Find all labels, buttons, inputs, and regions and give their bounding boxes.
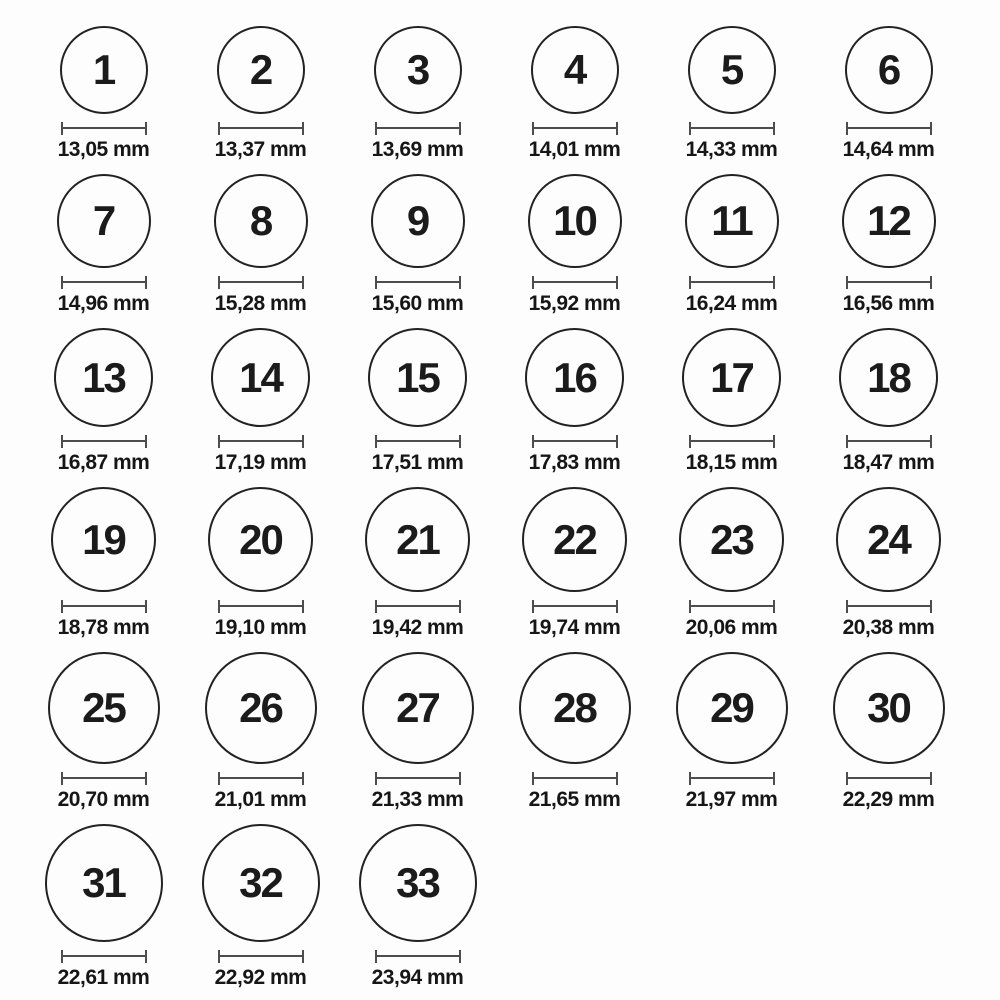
diameter-measure-line <box>218 122 304 135</box>
diameter-measure-line <box>218 950 304 963</box>
size-circle <box>214 174 308 268</box>
size-number: 30 <box>867 684 910 731</box>
diameter-label: 18,47 mm <box>842 451 935 474</box>
size-number: 19 <box>82 515 125 563</box>
diameter-label: 20,38 mm <box>842 616 935 639</box>
size-circle <box>368 328 467 427</box>
size-number: 32 <box>239 859 282 906</box>
diameter-label: 18,15 mm <box>685 451 778 474</box>
diameter-measure-line <box>846 600 932 613</box>
diameter-label: 20,70 mm <box>57 788 150 811</box>
size-cell <box>653 487 810 640</box>
size-number: 9 <box>406 197 429 244</box>
chart-row <box>25 328 1000 475</box>
diameter-label: 17,19 mm <box>214 451 307 474</box>
size-circle <box>217 26 305 114</box>
size-number: 1 <box>92 46 115 93</box>
size-circle <box>60 26 148 114</box>
diameter-label: 23,94 mm <box>371 966 464 989</box>
size-cell <box>182 328 339 475</box>
size-number: 12 <box>867 197 910 244</box>
size-circle <box>688 26 776 114</box>
diameter-measure-line <box>61 435 147 448</box>
diameter-label: 22,29 mm <box>842 788 935 811</box>
size-number: 26 <box>239 684 282 731</box>
diameter-label: 17,83 mm <box>528 451 621 474</box>
size-number: 14 <box>239 353 282 401</box>
size-number: 31 <box>82 859 125 906</box>
size-number: 24 <box>867 515 910 563</box>
size-number: 7 <box>92 197 115 244</box>
diameter-label: 13,05 mm <box>57 138 150 161</box>
size-cell <box>25 328 182 475</box>
size-circle <box>48 652 160 764</box>
diameter-measure-line <box>532 435 618 448</box>
diameter-label: 17,51 mm <box>371 451 464 474</box>
diameter-measure-line <box>689 122 775 135</box>
size-cell <box>339 174 496 316</box>
diameter-measure-line <box>375 950 461 963</box>
size-cell <box>810 328 967 475</box>
diameter-label: 19,74 mm <box>528 616 621 639</box>
size-number: 6 <box>877 46 900 93</box>
chart-row <box>25 487 1000 640</box>
size-number: 28 <box>553 684 596 731</box>
size-circle <box>57 174 151 268</box>
size-cell <box>25 26 182 162</box>
diameter-measure-line <box>61 122 147 135</box>
size-number: 27 <box>396 684 439 731</box>
size-number: 18 <box>867 353 910 401</box>
diameter-label: 16,56 mm <box>842 292 935 315</box>
diameter-measure-line <box>532 600 618 613</box>
diameter-measure-line <box>61 276 147 289</box>
diameter-label: 21,01 mm <box>214 788 307 811</box>
size-cell <box>182 824 339 990</box>
diameter-label: 18,78 mm <box>57 616 150 639</box>
diameter-measure-line <box>689 435 775 448</box>
size-circle <box>359 824 477 942</box>
size-circle <box>845 26 933 114</box>
diameter-measure-line <box>218 276 304 289</box>
size-circle <box>362 652 474 764</box>
size-circle <box>371 174 465 268</box>
size-number: 33 <box>396 859 439 906</box>
size-cell <box>496 174 653 316</box>
size-circle <box>682 328 781 427</box>
size-number: 2 <box>249 46 272 93</box>
diameter-measure-line <box>689 600 775 613</box>
size-circle <box>676 652 788 764</box>
size-number: 16 <box>553 353 596 401</box>
size-cell <box>182 174 339 316</box>
diameter-label: 16,24 mm <box>685 292 778 315</box>
size-number: 23 <box>710 515 753 563</box>
size-cell <box>653 26 810 162</box>
size-number: 20 <box>239 515 282 563</box>
size-circle <box>45 824 163 942</box>
diameter-label: 21,97 mm <box>685 788 778 811</box>
diameter-measure-line <box>375 435 461 448</box>
size-cell <box>339 487 496 640</box>
diameter-measure-line <box>689 276 775 289</box>
size-cell <box>496 26 653 162</box>
size-number: 25 <box>82 684 125 731</box>
diameter-label: 14,33 mm <box>685 138 778 161</box>
diameter-label: 16,87 mm <box>57 451 150 474</box>
size-cell <box>25 652 182 812</box>
size-cell <box>182 26 339 162</box>
chart-row <box>25 824 1000 990</box>
diameter-measure-line <box>532 772 618 785</box>
size-cell <box>339 824 496 990</box>
size-cell <box>25 174 182 316</box>
size-circle <box>202 824 320 942</box>
size-circle <box>531 26 619 114</box>
size-circle <box>374 26 462 114</box>
size-cell <box>25 487 182 640</box>
diameter-measure-line <box>689 772 775 785</box>
diameter-label: 19,10 mm <box>214 616 307 639</box>
diameter-label: 15,28 mm <box>214 292 307 315</box>
size-circle <box>833 652 945 764</box>
size-number: 29 <box>710 684 753 731</box>
size-number: 3 <box>406 46 429 93</box>
diameter-measure-line <box>846 435 932 448</box>
size-number: 21 <box>396 515 439 563</box>
chart-row <box>25 174 1000 316</box>
size-circle <box>842 174 936 268</box>
size-number: 13 <box>82 353 125 401</box>
size-circle <box>685 174 779 268</box>
size-number: 11 <box>711 197 752 244</box>
size-number: 4 <box>563 46 586 93</box>
chart-row <box>25 652 1000 812</box>
size-circle <box>522 487 627 592</box>
size-number: 10 <box>553 197 596 244</box>
diameter-measure-line <box>61 772 147 785</box>
size-number: 22 <box>553 515 596 563</box>
diameter-measure-line <box>375 276 461 289</box>
size-cell <box>339 26 496 162</box>
size-circle <box>211 328 310 427</box>
size-circle <box>51 487 156 592</box>
size-circle <box>208 487 313 592</box>
diameter-measure-line <box>218 600 304 613</box>
diameter-label: 21,65 mm <box>528 788 621 811</box>
size-cell <box>810 174 967 316</box>
diameter-label: 13,37 mm <box>214 138 307 161</box>
size-circle <box>836 487 941 592</box>
size-cell <box>25 824 182 990</box>
diameter-measure-line <box>61 600 147 613</box>
size-number: 15 <box>396 353 439 401</box>
chart-row <box>25 26 1000 162</box>
diameter-measure-line <box>532 276 618 289</box>
diameter-label: 22,92 mm <box>214 966 307 989</box>
diameter-label: 15,92 mm <box>528 292 621 315</box>
size-number: 17 <box>710 353 753 401</box>
size-circle <box>205 652 317 764</box>
size-cell <box>810 487 967 640</box>
size-cell <box>653 328 810 475</box>
diameter-label: 20,06 mm <box>685 616 778 639</box>
diameter-measure-line <box>375 600 461 613</box>
diameter-label: 14,01 mm <box>528 138 621 161</box>
diameter-label: 13,69 mm <box>371 138 464 161</box>
diameter-label: 22,61 mm <box>57 966 150 989</box>
diameter-measure-line <box>846 276 932 289</box>
diameter-measure-line <box>61 950 147 963</box>
size-circle <box>519 652 631 764</box>
size-cell <box>810 26 967 162</box>
size-circle <box>528 174 622 268</box>
diameter-label: 19,42 mm <box>371 616 464 639</box>
diameter-measure-line <box>846 122 932 135</box>
diameter-label: 21,33 mm <box>371 788 464 811</box>
diameter-measure-line <box>218 435 304 448</box>
size-number: 5 <box>720 46 743 93</box>
size-cell <box>496 487 653 640</box>
size-number: 8 <box>249 197 272 244</box>
size-cell <box>653 652 810 812</box>
diameter-measure-line <box>375 122 461 135</box>
size-circle <box>839 328 938 427</box>
size-cell <box>339 652 496 812</box>
size-circle <box>365 487 470 592</box>
size-cell <box>653 174 810 316</box>
size-cell <box>182 652 339 812</box>
size-cell <box>339 328 496 475</box>
size-cell <box>182 487 339 640</box>
size-cell <box>496 328 653 475</box>
diameter-measure-line <box>375 772 461 785</box>
diameter-measure-line <box>532 122 618 135</box>
size-cell <box>496 652 653 812</box>
diameter-label: 14,64 mm <box>842 138 935 161</box>
diameter-measure-line <box>846 772 932 785</box>
diameter-label: 14,96 mm <box>57 292 150 315</box>
size-cell <box>810 652 967 812</box>
size-circle <box>54 328 153 427</box>
size-circle <box>525 328 624 427</box>
size-circle <box>679 487 784 592</box>
diameter-measure-line <box>218 772 304 785</box>
diameter-label: 15,60 mm <box>371 292 464 315</box>
